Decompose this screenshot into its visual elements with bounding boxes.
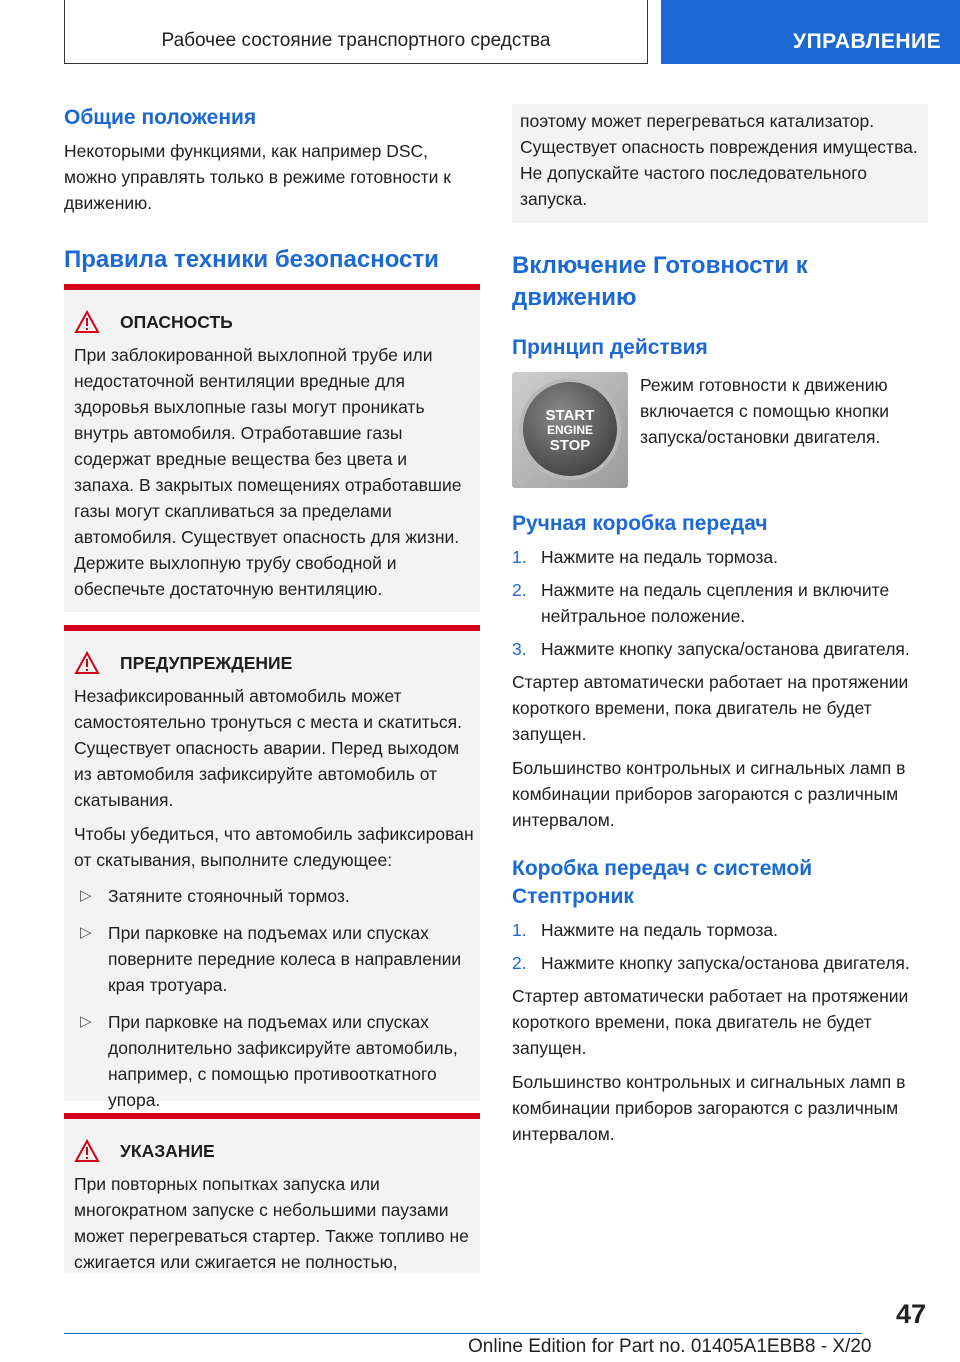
notice-continuation-text: поэтому может перегреваться катализатор. Существует опасность повреждения имущества. Не допускайте частого последовательного запуска. [520, 111, 918, 209]
manual-heading: Ручная коробка передач [512, 512, 768, 535]
list-item: 3. Нажмите кнопку запуска/останова двигателя. [512, 639, 910, 659]
warning-bar [64, 625, 480, 631]
list-item: 1. Нажмите на педаль тормоза. [512, 920, 778, 940]
list-item: 1. Нажмите на педаль тормоза. [512, 547, 778, 567]
warning-text-1: Незафиксированный автомобиль может самостоятельно тронуться с места и скатиться. Существует опасность аварии. Перед выходом из автомобиля зафиксируйте автомобиль от скатывания. [74, 686, 463, 810]
warning-content [74, 683, 478, 1124]
warning-header [74, 651, 292, 675]
notice-box [64, 1113, 480, 1273]
warning-box [64, 625, 480, 1110]
general-heading: Общие положения [64, 106, 257, 129]
manual-steps [512, 544, 928, 662]
safety-heading: Правила техники безопасности [64, 246, 439, 273]
warning-triangle-icon [74, 310, 100, 334]
button-text-stop: STOP [549, 437, 591, 454]
edition-text: Online Edition for Part no. 01405A1EBB8 - X/20 [468, 1336, 872, 1357]
general-text: Некоторыми функциями, как например DSC, можно управлять только в режиме готовности к движению. [64, 141, 451, 213]
manual-paragraph-1: Стартер автоматически работает на протяжении короткого времени, пока двигатель не будет запущен. [512, 672, 909, 744]
notice-continuation-box [512, 104, 928, 223]
manual-paragraph-2: Большинство контрольных и сигнальных ламп в комбинации приборов загораются с различным интервалом. [512, 758, 906, 830]
page-number: 47 [896, 1299, 927, 1329]
warning-text-2: Чтобы убедиться, что автомобиль зафиксирован от скатывания, выполните следующее: [74, 824, 474, 870]
start-stop-button-image [512, 372, 628, 488]
steptronic-paragraph-2: Большинство контрольных и сигнальных ламп в комбинации приборов загораются с различным интервалом. [512, 1072, 906, 1144]
list-item: ▷ При парковке на подъемах или спусках дополнительно зафиксируйте автомобиль, например, с помощью противооткатного упора. [74, 1009, 478, 1113]
bullet-marker-icon: ▷ [80, 924, 92, 941]
bullet-marker-icon: ▷ [80, 1013, 92, 1030]
bullet-marker-icon: ▷ [80, 887, 92, 904]
steptronic-paragraph-1: Стартер автоматически работает на протяжении короткого времени, пока двигатель не будет запущен. [512, 986, 909, 1058]
list-item: ▷ При парковке на подъемах или спусках поверните передние колеса в направлении края тротуара. [74, 920, 478, 998]
button-text-start: START [545, 407, 595, 424]
notice-header [74, 1139, 215, 1163]
left-column [64, 104, 480, 276]
notice-text: При повторных попытках запуска или многократном запуске с небольшими паузами может перегреваться стартер. Также топливо не сжигается или сжигается не полностью, [74, 1174, 469, 1272]
notice-label: УКАЗАНИЕ [120, 1140, 215, 1161]
list-item: 2. Нажмите кнопку запуска/останова двигателя. [512, 953, 910, 973]
principle-heading: Принцип действия [512, 336, 708, 359]
notice-bar [64, 1113, 480, 1119]
footer-divider [64, 1333, 862, 1334]
list-item: 2. Нажмите на педаль сцепления и включите нейтральное положение. [512, 580, 890, 626]
right-column [512, 250, 928, 1147]
ready-heading: Включение Готовности к движению [512, 252, 808, 311]
warning-triangle-icon [74, 1139, 100, 1163]
button-text-engine: ENGINE [546, 423, 593, 437]
start-stop-button [523, 382, 617, 476]
principle-text: Режим готовности к движению включается с помощью кнопки запуска/остановки двигателя. [640, 375, 890, 447]
principle-block [512, 372, 928, 498]
section-label: УПРАВЛЕНИЕ [661, 0, 960, 64]
warning-label: ПРЕДУПРЕЖДЕНИЕ [120, 652, 293, 673]
danger-bar [64, 284, 480, 290]
warning-bullets [74, 883, 478, 1113]
warning-triangle-icon [74, 651, 100, 675]
danger-header [74, 310, 233, 334]
danger-label: ОПАСНОСТЬ [120, 311, 233, 332]
steptronic-heading: Коробка передач с системой Стептроник [512, 857, 813, 908]
chapter-title: Рабочее состояние транспортного средства [161, 30, 551, 51]
steptronic-steps [512, 917, 928, 976]
danger-box [64, 284, 480, 612]
danger-text: При заблокированной выхлопной трубе или недостаточной вентиляции вредные для здоровья выхлопные газы могут проникать внутрь автомобиля. Отработавшие газы содержат вредные вещества без цвета и запаха. В закрытых помещениях отработавшие газы могут скапливаться за пределами автомобиля. Существует опасность для жизни. Держите выхлопную трубу свободной и обеспечьте достаточную вентиляцию. [74, 345, 462, 599]
list-item: ▷ Затяните стояночный тормоз. [74, 883, 478, 909]
